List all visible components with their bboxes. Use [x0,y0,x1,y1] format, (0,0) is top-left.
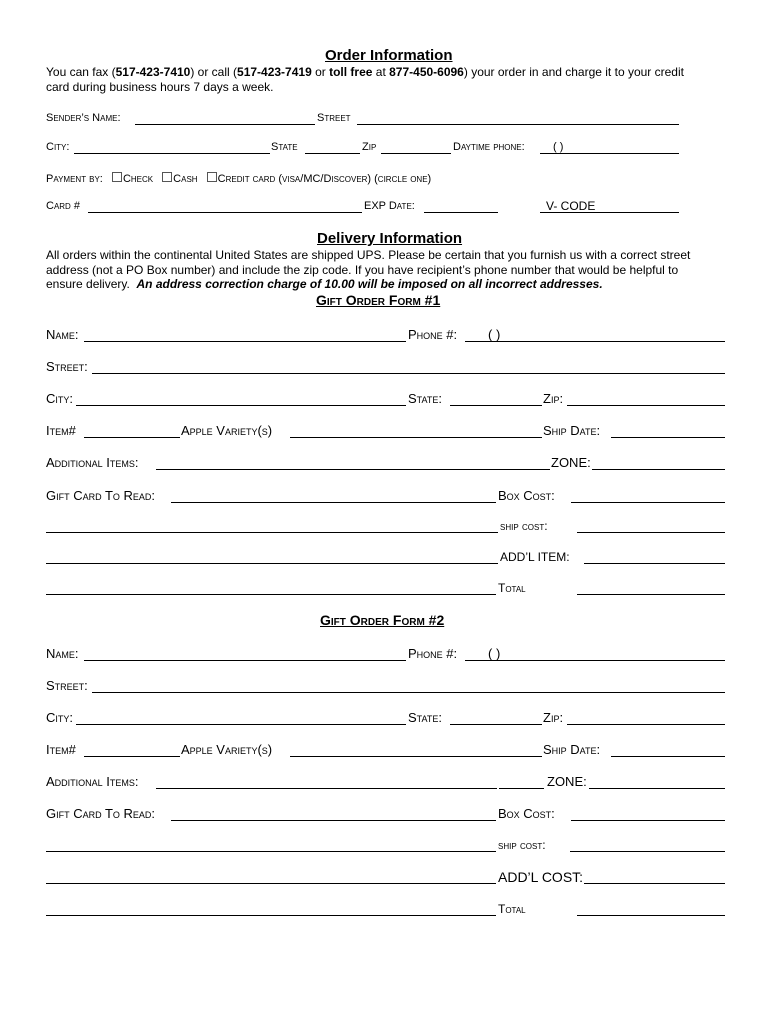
form2-addl-cost-field[interactable] [584,883,725,884]
form2-gift-card-line-2[interactable] [46,851,496,852]
form2-variety-label: Apple Variety(s) [181,742,273,757]
exp-date-label: EXP Date: [364,200,415,212]
cash-checkbox[interactable] [162,172,172,182]
form2-item-label: Item# [46,742,76,757]
card-number-field[interactable] [88,212,362,213]
form1-phone-field[interactable] [465,341,725,342]
form2-box-cost-label: Box Cost: [498,806,555,821]
form2-name-label: Name: [46,646,79,661]
form2-gift-card-line-3[interactable] [46,883,496,884]
form1-street-label: Street: [46,359,88,374]
delivery-info-text [46,248,690,292]
form1-gift-card-line-3[interactable] [46,563,498,564]
form1-item-label: Item# [46,423,76,438]
form1-zip-field[interactable] [567,405,725,406]
form2-state-field[interactable] [450,724,542,725]
form1-total-label: Total [498,581,526,595]
check-label: Check [122,173,154,185]
form2-additional-items-label: Additional Items: [46,774,139,789]
form2-state-label: State: [408,710,442,725]
gift-form-1-heading: Gift Order Form #1 [316,292,441,308]
sender-state-field[interactable] [305,153,360,154]
form2-gift-card-line-4[interactable] [46,915,496,916]
form1-gift-card-label: Gift Card To Read: [46,488,156,503]
form1-state-field[interactable] [450,405,542,406]
form2-phone-field[interactable] [465,660,725,661]
sender-city-field[interactable] [74,153,270,154]
form1-variety-label: Apple Variety(s) [181,423,273,438]
form2-city-label: City: [46,710,74,725]
form2-ship-date-field[interactable] [611,756,725,757]
form2-street-field[interactable] [92,692,725,693]
credit-card-checkbox[interactable] [207,172,217,182]
form2-additional-items-field[interactable] [156,788,497,789]
sender-name-field[interactable] [135,124,315,125]
form2-name-field[interactable] [84,660,406,661]
form2-variety-field[interactable] [290,756,542,757]
form2-addl-cost-label: ADD’L COST: [498,869,584,885]
form1-phone-paren: ( ) [488,327,501,342]
form2-city-field[interactable] [76,724,406,725]
form1-ship-cost-field[interactable] [577,532,725,533]
form1-gift-card-line-2[interactable] [46,532,498,533]
form1-zone-label: ZONE: [551,455,591,470]
sender-city-label: City: [46,141,70,153]
phone-number: 517-423-7419 [237,65,312,79]
intro-text: You can fax ( [46,65,116,79]
form2-item-field[interactable] [84,756,180,757]
form2-street-label: Street: [46,678,88,693]
intro-text: ) or call ( [190,65,238,79]
toll-free-label: toll free [329,65,373,79]
payment-by-label: Payment by: [46,173,103,185]
form1-name-label: Name: [46,327,79,342]
delivery-info-heading: Delivery Information [317,230,463,247]
form1-name-field[interactable] [84,341,406,342]
form2-gift-card-field[interactable] [171,820,496,821]
form2-zip-field[interactable] [567,724,725,725]
form2-box-cost-field[interactable] [571,820,725,821]
sender-phone-paren: ( ) [553,141,564,153]
form1-additional-items-label: Additional Items: [46,455,139,470]
form2-total-field[interactable] [577,915,725,916]
form2-ship-cost-field[interactable] [570,851,725,852]
intro-text: at [372,65,390,79]
intro-text: or [311,65,330,79]
sender-name-label: Sender’s Name: [46,112,121,124]
form1-box-cost-field[interactable] [571,502,725,503]
form2-total-label: Total [498,902,526,916]
order-info-intro [46,65,684,94]
sender-zip-field[interactable] [381,153,451,154]
sender-phone-field[interactable] [540,153,679,154]
form1-zone-field[interactable] [592,469,725,470]
intro-text: ) your order in and charge it to your credit [463,65,684,79]
form1-gift-card-line-4[interactable] [46,594,496,595]
delivery-text: ensure delivery. [46,277,130,291]
cash-label: Cash [173,173,198,185]
sender-phone-label: Daytime phone: [453,141,525,153]
credit-card-label: Credit card (visa/MC/Discover) (circle one) [217,173,432,185]
toll-free-number: 877-450-6096 [389,65,464,79]
card-number-label: Card # [46,200,81,212]
address-correction-notice: An address correction charge of 10.00 will be imposed on all incorrect addresses. [136,277,603,291]
form2-zone-label: ZONE: [547,774,587,789]
intro-text: card during business hours 7 days a week. [46,79,274,94]
vcode-label: V- CODE [546,199,596,213]
form1-state-label: State: [408,391,442,406]
form1-city-label: City: [46,391,74,406]
form1-variety-field[interactable] [290,437,542,438]
form1-additional-items-field[interactable] [156,469,550,470]
sender-street-field[interactable] [357,124,679,125]
delivery-text: address (not a PO Box number) and include the zip code. If you have recipient’s phone number that would be helpful to [46,262,679,277]
form1-addl-item-label: ADD’L ITEM: [500,550,570,564]
form2-additional-items-field-2[interactable] [499,788,544,789]
gift-form-2-heading: Gift Order Form #2 [320,612,445,628]
form1-ship-date-field[interactable] [611,437,725,438]
form2-phone-paren: ( ) [488,646,501,661]
fax-number: 517-423-7410 [115,65,191,79]
form2-ship-date-label: Ship Date: [543,742,601,757]
form2-zone-field[interactable] [589,788,725,789]
form1-street-field[interactable] [92,373,725,374]
form2-ship-cost-label: ship cost: [498,838,546,852]
form1-city-field[interactable] [76,405,406,406]
form2-zip-label: Zip: [543,710,564,725]
order-info-heading: Order Information [325,47,453,64]
form2-gift-card-label: Gift Card To Read: [46,806,156,821]
vcode-field[interactable] [540,212,679,213]
exp-date-field[interactable] [424,212,498,213]
sender-zip-label: Zip [362,141,377,153]
form1-zip-label: Zip: [543,391,564,406]
form1-box-cost-label: Box Cost: [498,488,555,503]
form1-gift-card-field[interactable] [171,502,496,503]
form1-phone-label: Phone #: [408,327,458,342]
sender-street-label: Street [317,112,351,124]
check-checkbox[interactable] [112,172,122,182]
form1-addl-item-field[interactable] [584,563,725,564]
form1-ship-cost-label: ship cost: [500,519,548,533]
form1-total-field[interactable] [577,594,725,595]
form1-item-field[interactable] [84,437,180,438]
payment-row [46,172,431,185]
form2-phone-label: Phone #: [408,646,458,661]
delivery-text: All orders within the continental United States are shipped UPS. Please be certain that you furnish us with a correct street [46,248,691,262]
sender-state-label: State [271,141,298,153]
form1-ship-date-label: Ship Date: [543,423,601,438]
